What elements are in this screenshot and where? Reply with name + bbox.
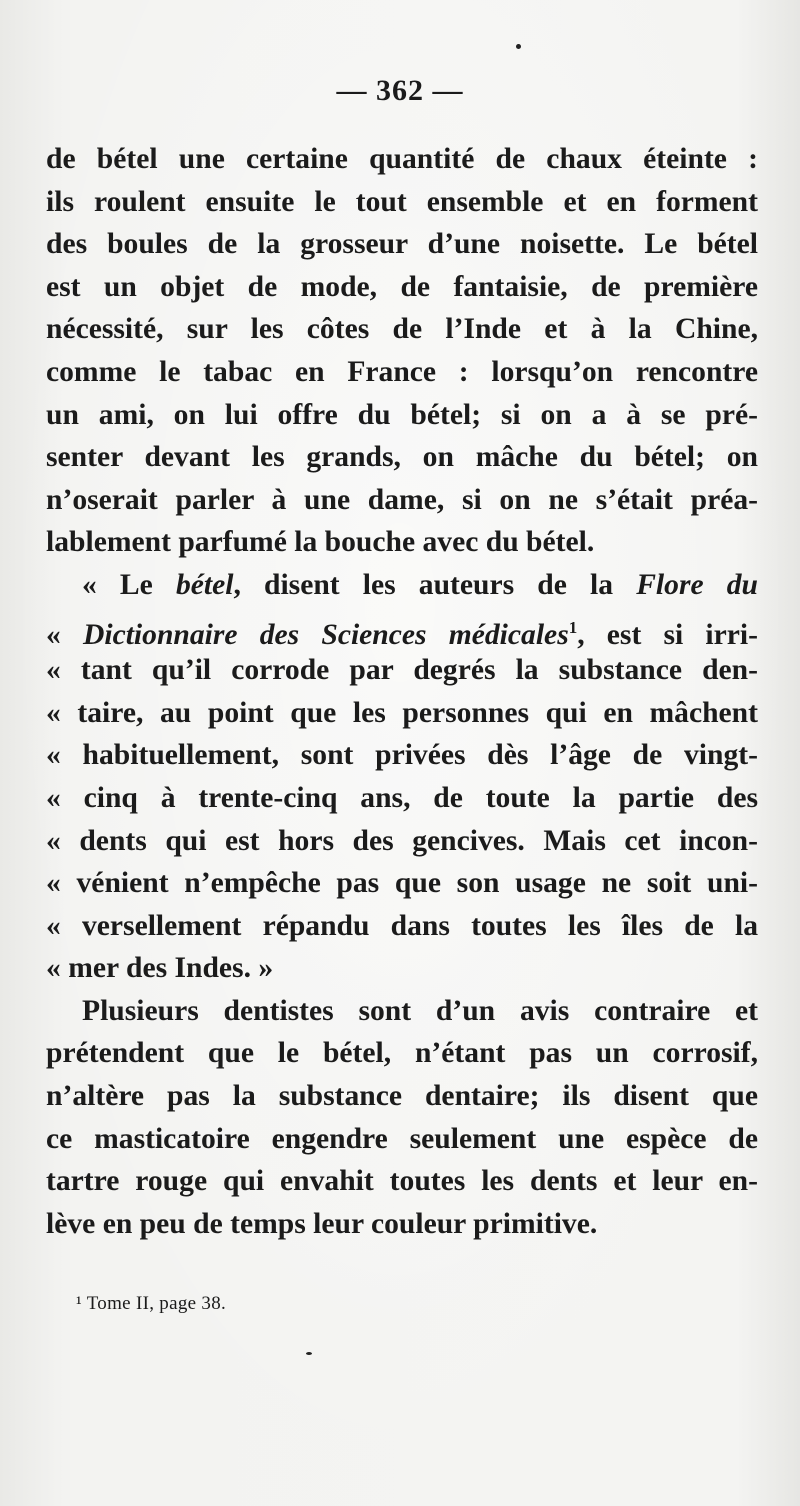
quote-line: « tant qu’il corrode par degrés la substance den- <box>46 654 758 687</box>
text-line: n’oserait parler à une dame, si on ne s’était préa- <box>46 483 758 516</box>
text-line: lablement parfumé la bouche avec du bétel. <box>46 526 595 559</box>
text-line: est un objet de mode, de fantaisie, de première <box>46 270 758 303</box>
footnote: ¹ Tome II, page 38. <box>76 1293 227 1314</box>
quote-rest: , est si irri- <box>577 618 758 651</box>
ink-speck <box>306 1352 312 1355</box>
quote-line-second <box>46 607 758 650</box>
paragraph2-line: prétendent que le bétel, n’étant pas un corrosif, <box>46 1037 758 1070</box>
text-line: comme le tabac en France : lorsqu’on rencontre <box>46 355 758 388</box>
page-number: — 362 — <box>336 74 464 107</box>
text-line: des boules de la grosseur d’une noisette. Le bétel <box>46 228 758 261</box>
footnote-ref: 1 <box>568 617 578 637</box>
quote-line: « taire, au point que les personnes qui en mâchent <box>46 696 758 729</box>
text-line: un ami, on lui offre du bétel; si on a à se pré- <box>46 398 758 431</box>
italic-dictionnaire-title: Dictionnaire des Sciences médicales <box>82 618 569 651</box>
quote-line: « dents qui est hors des gencives. Mais cet incon- <box>46 824 758 857</box>
text-line: nécessité, sur les côtes de l’Inde et à la Chine, <box>46 313 758 346</box>
quote-open: « Le <box>82 568 176 601</box>
text-line: senter devant les grands, on mâche du bétel; on <box>46 441 758 474</box>
quote-line: « cinq à trente-cinq ans, de toute la partie des <box>46 781 758 814</box>
text-line: ils roulent ensuite le tout ensemble et en forment <box>46 185 758 218</box>
paragraph2-line: tartre rouge qui envahit toutes les dents et leur en- <box>46 1165 758 1198</box>
body-text <box>46 138 758 1245</box>
paragraph2-line: Plusieurs dentistes sont d’un avis contraire et <box>82 994 758 1027</box>
paragraph2-line: ce masticatoire engendre seulement une espèce de <box>46 1122 758 1155</box>
ink-speck <box>516 44 521 49</box>
quote-mid: , disent les auteurs de la <box>233 568 637 601</box>
paragraph2-line: n’altère pas la substance dentaire; ils disent que <box>46 1080 758 1113</box>
quote-line: « versellement répandu dans toutes les îles de la <box>46 909 758 942</box>
paragraph2-line: lève en peu de temps leur couleur primitive. <box>46 1207 598 1240</box>
text-line: de bétel une certaine quantité de chaux éteinte : <box>46 143 758 175</box>
quote-mark: « <box>46 618 83 651</box>
italic-flore-du: Flore du <box>636 568 758 601</box>
italic-term-betel: bétel <box>175 568 234 601</box>
quote-line: « habituellement, sont privées dès l’âge de vingt- <box>46 739 758 772</box>
quote-line-first <box>46 564 758 607</box>
quote-line: « vénient n’empêche pas que son usage ne soit uni- <box>46 867 758 900</box>
quote-line: « mer des Indes. » <box>46 952 274 985</box>
